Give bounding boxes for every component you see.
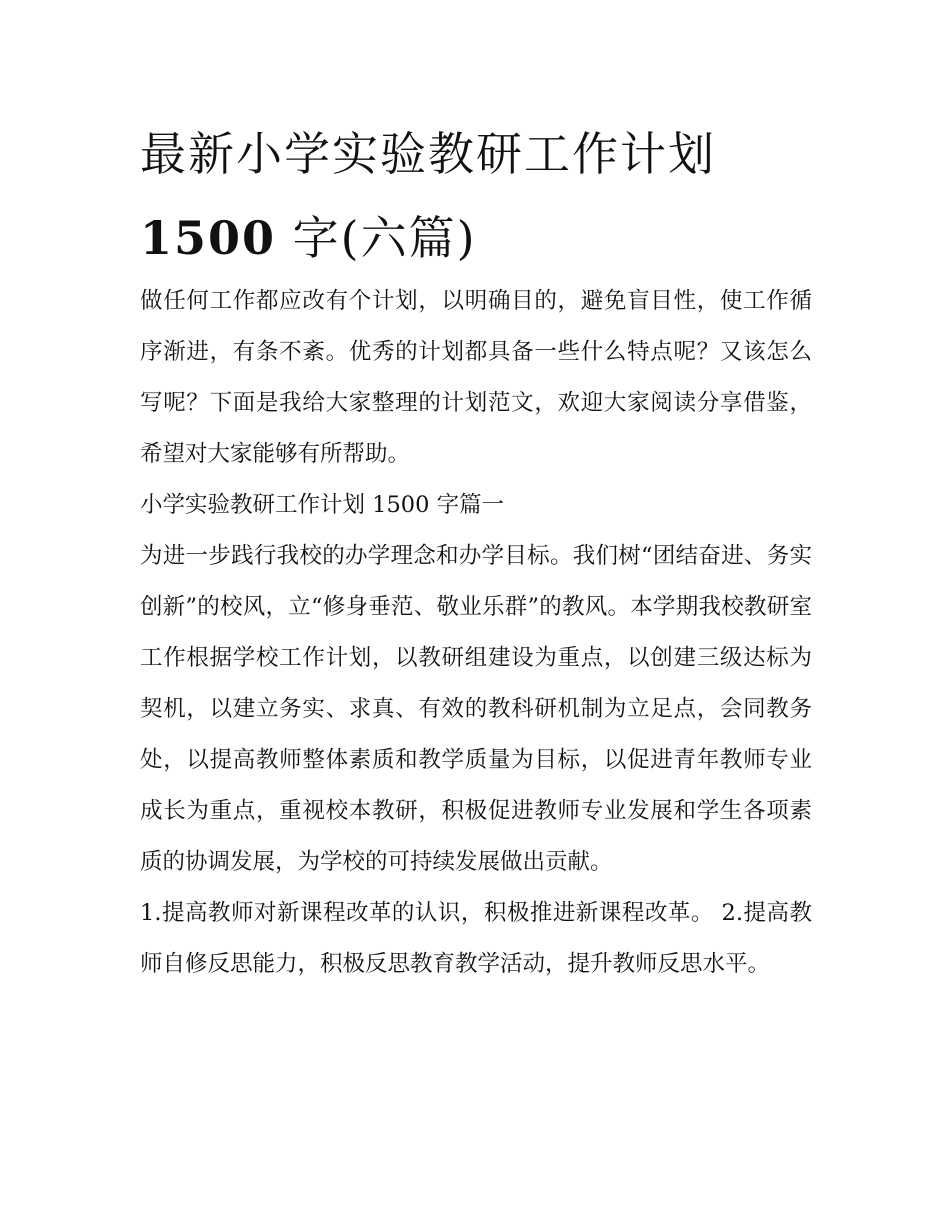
document-body <box>140 276 812 990</box>
body-paragraph: 为进一步践行我校的办学理念和办学目标。我们树“团结奋进、务实创新”的校风，立“修身垂范、敬业乐群”的教风。本学期我校教研室工作根据学校工作计划，以教研组建设为重点，以创建三级达标为契机，以建立务实、求真、有效的教科研机制为立足点，会同教务处，以提高教师整体素质和教学质量为目标，以促进青年教师专业成长为重点，重视校本教研，积极促进教师专业发展和学生各项素质的协调发展，为学校的可持续发展做出贡献。 <box>140 543 812 875</box>
section-heading: 小学实验教研工作计划 1500 字篇一 <box>140 492 505 518</box>
document-title <box>140 112 820 280</box>
title-line-1: 最新小学实验教研工作计划 <box>140 127 716 181</box>
list-paragraph: 1.提高教师对新课程改革的认识，积极推进新课程改革。 2.提高教师自修反思能力，积极反思教育教学活动，提升教师反思水平。 <box>140 900 812 977</box>
title-suffix: 字(六篇) <box>276 211 477 265</box>
intro-paragraph: 做任何工作都应改有个计划，以明确目的，避免盲目性，使工作循序渐进，有条不紊。优秀的计划都具备一些什么特点呢？又该怎么写呢？下面是我给大家整理的计划范文，欢迎大家阅读分享借鉴，希望对大家能够有所帮助。 <box>140 288 812 467</box>
title-number: 1500 <box>140 211 277 265</box>
